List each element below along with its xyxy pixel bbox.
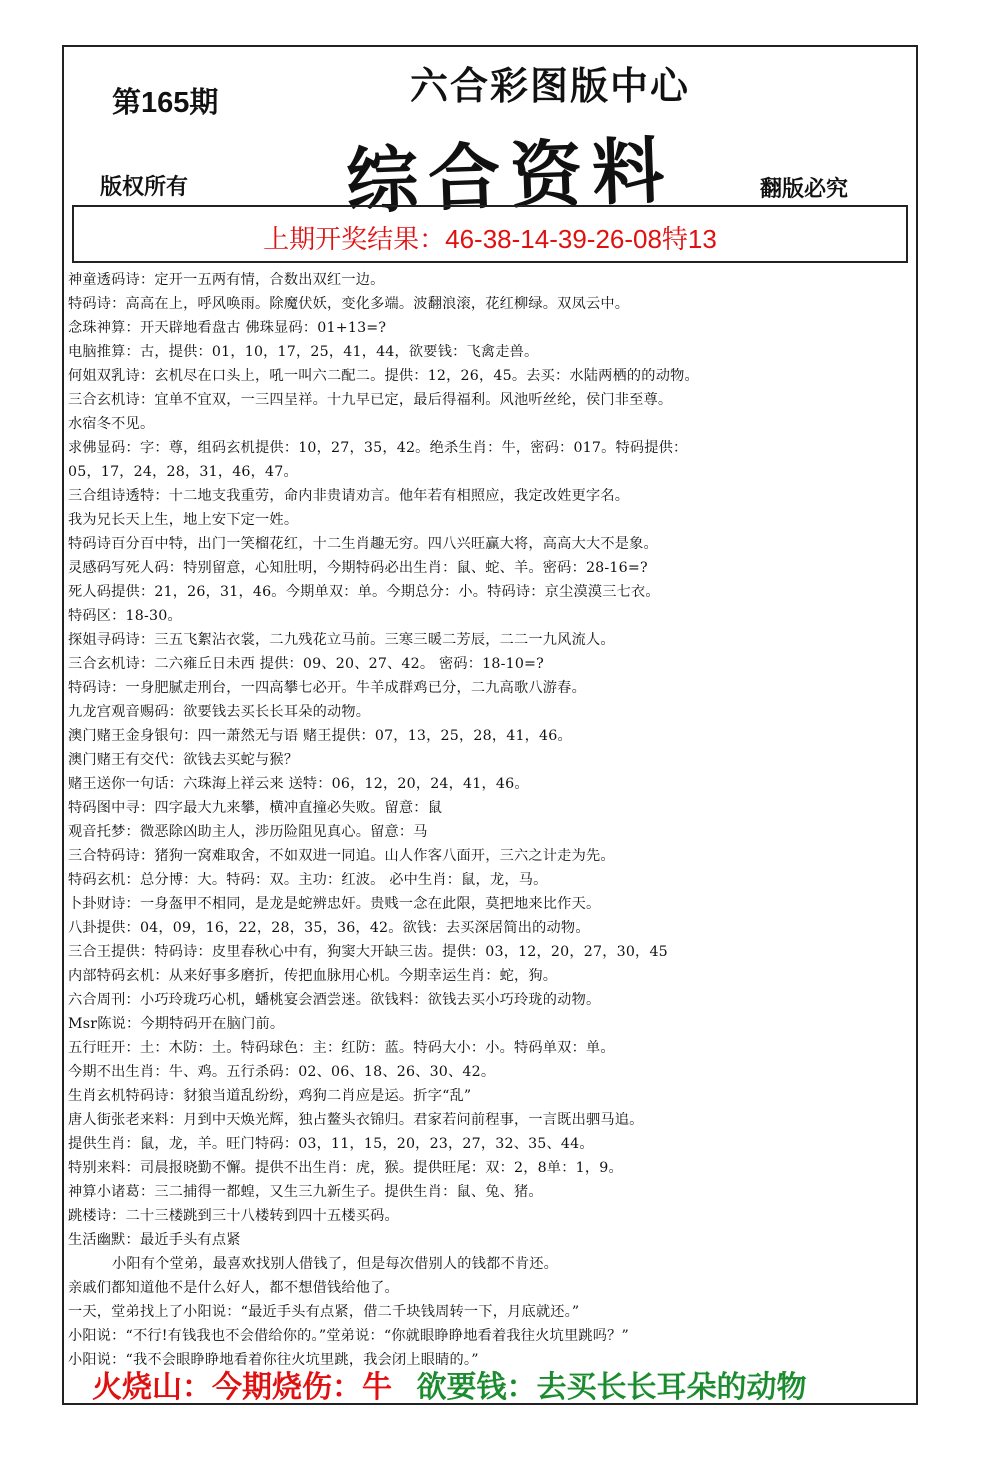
text-line: 内部特码玄机：从来好事多磨折，传把血脉用心机。今期幸运生肖：蛇，狗。 [68, 968, 558, 984]
main-title: 综合资料 [344, 127, 676, 224]
humor-line: 小阳说：“我不会眼睁睁地看着你往火坑里跳，我会闭上眼睛的。” [68, 1352, 479, 1368]
text-line: 特码诗百分百中特，出门一笑榴花红，十二生肖趣无穷。四八兴旺赢大将，高高大大不是象。 [68, 536, 658, 552]
humor-line: 亲戚们都知道他不是什么好人，都不想借钱给他了。 [68, 1280, 399, 1296]
text-line: 特码玄机：总分博：大。特码：双。主功：红波。 必中生肖：鼠，龙，马。 [68, 872, 548, 888]
humor-line: 一天，堂弟找上了小阳说：“最近手头有点紧，借二千块钱周转一下，月底就还。” [68, 1304, 580, 1320]
text-line: 跳楼诗：二十三楼跳到三十八楼转到四十五楼买码。 [68, 1208, 399, 1224]
last-result-text: 上期开奖结果：46-38-14-39-26-08特13 [263, 224, 717, 254]
text-line: 灵感码写死人码：特别留意，心知肚明，今期特码必出生肖：鼠、蛇、羊。密码：28-16=? [68, 560, 648, 576]
text-line: 三合王提供：特码诗：皮里春秋心中有，狗窦大开缺三齿。提供：03，12，20，27，30，45 [68, 944, 668, 960]
issue-number: 第165期 [112, 87, 219, 119]
footer-fire-text: 火烧山：今期烧伤：牛 [92, 1370, 392, 1405]
text-line: 特码诗：高高在上，呼风唤雨。除魔伏妖，变化多端。波翻浪滚，花红柳绿。双凤云中。 [68, 296, 630, 312]
text-line: 三合特码诗：猪狗一窝难取舍，不如双进一同追。山人作客八面开，三六之计走为先。 [68, 848, 615, 864]
text-line: 今期不出生肖：牛、鸡。五行杀码：02、06、18、26、30、42。 [68, 1064, 496, 1080]
copyright-note: 版权所有 [100, 174, 189, 200]
text-line: 神童透码诗：定开一五两有情，合数出双红一边。 [68, 272, 385, 288]
text-line: 澳门赌王金身银句：四一萧然无与语 赌王提供：07，13，25，28，41，46。 [68, 728, 572, 744]
footer-money-text: 欲要钱：去买长长耳朵的动物 [416, 1370, 807, 1405]
text-line: 三合组诗透特：十二地支我重劳，命内非贵请劝言。他年若有相照应，我定改姓更字名。 [68, 488, 630, 504]
text-line: 特别来料：司晨报晓勤不懈。提供不出生肖：虎，猴。提供旺尾：双：2，8单：1，9。 [68, 1160, 623, 1176]
text-line: 特码诗：一身肥腻走刑台，一四高攀七必开。牛羊成群鸡已分，二九高歌八游春。 [68, 680, 586, 696]
text-line: 我为兄长天上生，地上安下定一姓。 [68, 512, 299, 528]
no-reprint-note: 翻版必究 [760, 176, 849, 202]
text-line: 05，17，24，28，31，46，47。 [68, 464, 298, 480]
humor-line: 小阳说：“不行!有钱我也不会借给你的。”堂弟说：“你就眼睁睁地看着我往火坑里跳吗？” [68, 1328, 629, 1344]
text-line: Msr陈说：今期特码开在脑门前。 [68, 1016, 285, 1032]
text-line: 特码区：18-30。 [68, 608, 182, 624]
text-line: 求佛显码：字：尊，组码玄机提供：10，27，35，42。绝杀生肖：牛，密码：017。特码提供： [68, 440, 688, 456]
text-line: 特码图中寻：四字最大九来攀，横冲直撞必失败。留意：鼠 [68, 800, 443, 816]
text-line: 神算小诸葛：三二捕得一都蝗，又生三九新生子。提供生肖：鼠、兔、猪。 [68, 1184, 543, 1200]
text-line: 唐人街张老来料：月到中天焕光辉，独占鳌头衣锦归。君家若问前程事，一言既出驷马追。 [68, 1112, 644, 1128]
text-line: 三合玄机诗：二六雍丘日未西 提供：09、20、27、42。 密码：18-10=? [68, 656, 544, 672]
text-line: 电脑推算：古，提供：01，10，17，25，41，44，欲要钱：飞禽走兽。 [68, 344, 539, 360]
text-line: 五行旺开：土：木防：土。特码球色：主：红防：蓝。特码大小：小。特码单双：单。 [68, 1040, 615, 1056]
text-line: 澳门赌王有交代：欲钱去买蛇与猴？ [68, 752, 299, 768]
humor-line: 小阳有个堂弟，最喜欢找别人借钱了，但是每次借别人的钱都不肯还。 [112, 1256, 559, 1272]
text-line: 八卦提供：04，09，16，22，28，35，36，42。欲钱：去买深居简出的动物。 [68, 920, 590, 936]
text-line: 提供生肖：鼠，龙，羊。旺门特码：03，11，15，20，23，27，32、35、44。 [68, 1136, 594, 1152]
last-result-box [72, 205, 908, 263]
text-line: 三合玄机诗：宜单不宜双，一三四呈祥。十九早已定，最后得福利。风池听丝纶，侯门非至尊。 [68, 392, 673, 408]
content-body [68, 268, 916, 1372]
text-line: 死人码提供：21，26，31，46。今期单双：单。今期总分：小。特码诗：京尘漠漠三七衣。 [68, 584, 660, 600]
text-line: 水宿冬不见。 [68, 416, 155, 432]
text-line: 赌王送你一句话：六珠海上祥云来 送特：06，12，20，24，41，46。 [68, 776, 529, 792]
text-line: 探姐寻码诗：三五飞絮沾衣裳，二九残花立马前。三寒三暖二芳辰，二二一九风流人。 [68, 632, 615, 648]
text-line: 生肖玄机特码诗：豺狼当道乱纷纷，鸡狗二肖应是运。折字“乱” [68, 1088, 472, 1104]
footer-banner [62, 1362, 918, 1406]
text-line: 六合周刊：小巧玲珑巧心机，蟠桃宴会酒尝迷。欲钱料：欲钱去买小巧玲珑的动物。 [68, 992, 601, 1008]
text-line: 念珠神算：开天辟地看盘古 佛珠显码：01+13=? [68, 320, 387, 336]
text-line: 卜卦财诗：一身盔甲不相同，是龙是蛇辨忠奸。贵贱一念在此限，莫把地来比作天。 [68, 896, 601, 912]
text-line: 观音托梦：微恶除凶助主人，涉历险阻见真心。留意：马 [68, 824, 428, 840]
text-line: 九龙宫观音赐码：欲要钱去买长长耳朵的动物。 [68, 704, 371, 720]
humor-heading: 生活幽默：最近手头有点紧 [68, 1232, 241, 1248]
text-line: 何姐双乳诗：玄机尽在口头上，吼一叫六二配二。提供：12，26，45。去买：水陆两栖的的动物。 [68, 368, 699, 384]
center-title: 六合彩图版中心 [409, 63, 690, 108]
